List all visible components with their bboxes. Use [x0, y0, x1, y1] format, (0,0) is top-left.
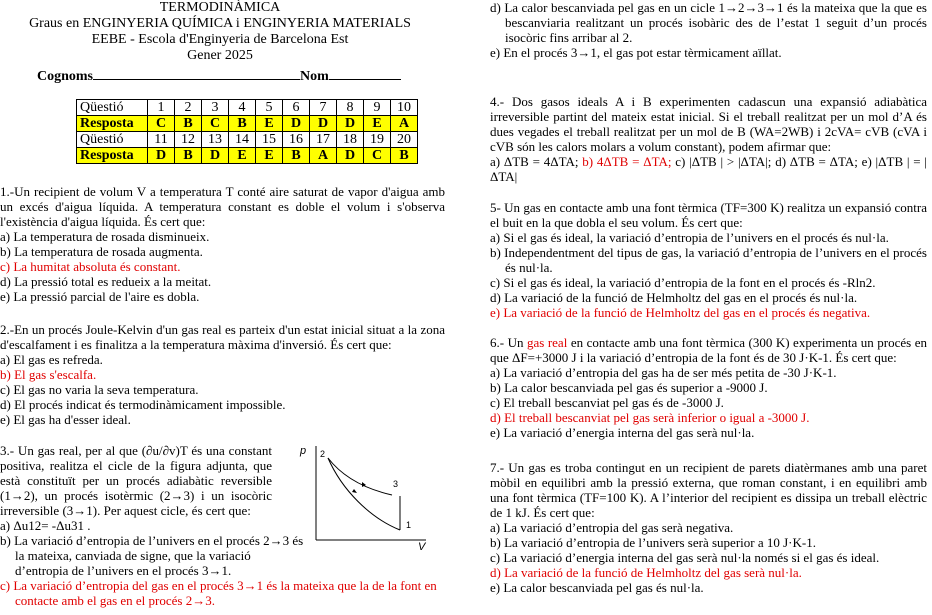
question-7-option-c: c) La variació d’energia interna del gas serà nul·la només si el gas és ideal.	[490, 550, 880, 565]
question-1-option-c: c) La humitat absoluta és constant.	[0, 259, 181, 274]
question-3-option-d: d) La calor bescanviada pel gas en un cicle 1→2→3→1 és la mateixa que la que es bescanviaria realitzant un procés isobàric des de l’estat 1 seguit d’un procés isocòric fins arribar al 2.	[490, 0, 927, 45]
answer-cell: B	[283, 148, 310, 164]
question-number: 18	[337, 132, 364, 148]
answer-row-1	[77, 116, 418, 132]
exam-degree: Graus en ENGINYERIA QUÍMICA i ENGINYERIA MATERIALS	[29, 16, 411, 31]
answer-label: Resposta	[77, 116, 148, 132]
question-number: 5	[256, 100, 283, 116]
exam-date: Gener 2025	[187, 48, 253, 63]
question-5	[490, 200, 927, 320]
pv-cycle-diagram	[290, 440, 440, 555]
question-2-option-a: a) El gas es refreda.	[0, 352, 103, 367]
question-number: 11	[148, 132, 175, 148]
question-6-option-e: e) La variació d’energia interna del gas serà nul·la.	[490, 425, 755, 440]
right-column	[490, 0, 927, 615]
question-7-option-a: a) La variació d’entropia del gas serà negativa.	[490, 520, 734, 535]
question-2-option-d: d) El procés indicat és termodinàmicament impossible.	[0, 397, 286, 412]
surname-label: Cognoms	[37, 69, 94, 84]
question-6-option-b: b) La calor bescanviada pel gas és superior a -9000 J.	[490, 380, 768, 395]
question-2-option-c: c) El gas no varia la seva temperatura.	[0, 382, 199, 397]
answer-cell: B	[175, 116, 202, 132]
question-6-option-c: c) El treball bescanviat pel gas és de -3000 J.	[490, 395, 724, 410]
question-label: Qüestió	[77, 132, 148, 148]
question-number: 7	[310, 100, 337, 116]
question-1-stem: 1.-Un recipient de volum V a temperatura T conté aire saturat de vapor d'aigua amb un excés d'aigua líquida. A temperatura constant es doble el volum i s'observa l'existència d'aigua líquida. És cert que:	[0, 184, 445, 229]
exam-school: EEBE - Escola d'Enginyeria de Barcelona Est	[91, 32, 349, 47]
question-7-stem: 7.- Un gas es troba contingut en un recipient de parets diatèrmanes amb una paret mòbil en equilibri amb la pressió externa, que roman constant, i en equilibri amb una font tèrmica (TF=100 K). A l’interior del recipient es dissipa un treball elèctric de 1 kJ. És cert que:	[490, 460, 927, 520]
question-number: 10	[391, 100, 418, 116]
question-number: 15	[256, 132, 283, 148]
point-1-label: 1	[406, 520, 412, 530]
question-number: 16	[283, 132, 310, 148]
question-6-option-a: a) La variació d’entropia del gas ha de ser més petita de -30 J·K-1.	[490, 365, 837, 380]
name-row	[37, 67, 401, 84]
v-axis-label: V	[418, 541, 426, 553]
question-6-stem-post: en contacte amb una font tèrmica (300 K) experimenta un procés en que ΔF=+3000 J i la variació d’entropia de la font és de 30 J·K-1. És cert que:	[490, 335, 928, 365]
point-3-label: 3	[393, 479, 399, 489]
question-number: 2	[175, 100, 202, 116]
answer-table	[76, 99, 418, 164]
answer-cell: C	[148, 116, 175, 132]
answer-cell: C	[364, 148, 391, 164]
answer-cell: E	[229, 148, 256, 164]
name-label: Nom	[300, 69, 329, 84]
answer-cell: D	[202, 148, 229, 164]
question-number: 12	[175, 132, 202, 148]
question-5-option-e: e) La variació de la funció de Helmholtz del gas en el procés és negativa.	[490, 305, 871, 320]
answer-cell: E	[256, 148, 283, 164]
surname-field[interactable]	[93, 67, 300, 80]
left-column	[0, 0, 445, 615]
question-6-option-d: d) El treball bescanviat pel gas serà inferior o igual a -3000 J.	[490, 410, 810, 425]
question-2-stem: 2.-En un procés Joule-Kelvin d'un gas real es parteix d'un estat inicial situat a la zona d'escalfament i es finalitza a la temperatura màxima d'inversió. És cert que:	[0, 322, 445, 352]
question-3-option-b: b) La variació d’entropia de l’univers en el procés 2→3 és la mateixa, canviada de signe, que la variació d’entropia de l’univers en el procés 3→1.	[0, 533, 304, 578]
answer-cell: E	[364, 116, 391, 132]
answer-row-2	[77, 148, 418, 164]
question-4-option-a: a) ΔTB = 4ΔTA;	[490, 154, 583, 169]
answer-cell: D	[310, 116, 337, 132]
question-number: 4	[229, 100, 256, 116]
question-row-1	[77, 100, 418, 116]
p-axis-label: p	[300, 445, 307, 457]
question-6	[490, 335, 927, 440]
answer-cell: C	[202, 116, 229, 132]
question-4-option-b: b) 4ΔTB = ΔTA;	[582, 154, 676, 169]
question-1	[0, 184, 445, 304]
question-row-2	[77, 132, 418, 148]
answer-cell: D	[283, 116, 310, 132]
question-number: 19	[364, 132, 391, 148]
answer-cell: E	[256, 116, 283, 132]
question-6-stem-highlight: gas real	[526, 335, 568, 350]
question-5-option-a: a) Si el gas és ideal, la variació d’entropia de l’univers en el procés és nul·la.	[490, 230, 889, 245]
question-number: 9	[364, 100, 391, 116]
question-4-options	[490, 154, 927, 184]
question-3-option-e: e) En el procés 3→1, el gas pot estar tèrmicament aïllat.	[490, 45, 782, 60]
answer-cell: B	[175, 148, 202, 164]
answer-cell: A	[391, 116, 418, 132]
question-label: Qüestió	[77, 100, 148, 116]
answer-cell: B	[391, 148, 418, 164]
question-number: 20	[391, 132, 418, 148]
question-4-options-rest: c) |ΔTB | > |ΔTA|; d) ΔTB = ΔTA; e) |ΔTB | = |ΔTA|	[490, 154, 927, 184]
question-5-option-c: c) Si el gas és ideal, la variació d’entropia de la font en el procés és -Rln2.	[490, 275, 876, 290]
exam-title: TERMODINÀMICA	[159, 0, 281, 15]
question-number: 6	[283, 100, 310, 116]
question-2-option-b: b) El gas s'escalfa.	[0, 367, 97, 382]
question-number: 3	[202, 100, 229, 116]
point-2-label: 2	[320, 449, 326, 459]
question-3-continued	[490, 0, 927, 60]
arrow-head	[352, 489, 357, 493]
question-number: 14	[229, 132, 256, 148]
question-4	[490, 94, 927, 184]
question-3-option-c: c) La variació d’entropia del gas en el procés 3→1 és la mateixa que la de la font en contacte amb el gas en el procés 2→3.	[0, 578, 437, 608]
question-1-option-d: d) La pressió total es redueix a la meitat.	[0, 274, 212, 289]
question-number: 8	[337, 100, 364, 116]
answer-label: Resposta	[77, 148, 148, 164]
question-number: 1	[148, 100, 175, 116]
question-4-stem: 4.- Dos gasos ideals A i B experimenten cadascun una expansió adiabàtica irreversible partint del mateix estat inicial. Si el treball realitzat per un mol d’A és dues vegades el treball realitzat per un mol de B (WA=2WB) i 2cVA= cVB (cVA i cVB són les calors molars a volum constant), podem afirmar que:	[490, 94, 927, 154]
question-3-option-a: a) Δu12= -Δu31 .	[0, 518, 91, 533]
name-field[interactable]	[329, 67, 401, 80]
question-number: 17	[310, 132, 337, 148]
question-2-option-e: e) El gas ha d'esser ideal.	[0, 412, 131, 427]
question-7-option-d: d) La variació de la funció de Helmholtz del gas serà nul·la.	[490, 565, 802, 580]
answer-cell: D	[337, 148, 364, 164]
exam-header	[0, 0, 440, 64]
question-5-stem: 5- Un gas en contacte amb una font tèrmica (TF=300 K) realitza un expansió contra el buit en la que dobla el seu volum. És cert que:	[490, 200, 927, 230]
question-7	[490, 460, 927, 595]
question-6-stem	[490, 335, 927, 365]
question-7-option-b: b) La variació d’entropia de l’univers serà superior a 10 J·K-1.	[490, 535, 816, 550]
question-number: 13	[202, 132, 229, 148]
question-5-option-d: d) La variació de la funció de Helmholtz del gas en el procés és nul·la.	[490, 290, 858, 305]
question-3-stem: 3.- Un gas real, per al que (∂u/∂v)T és una constant positiva, realitza el cicle de la figura adjunta, que està constituït per un procés adiabàtic reversible (1→2), un procés isotèrmic (2→3) i un isocòric irreversible (3→1). Per aquest cicle, és cert que:	[0, 443, 272, 518]
question-1-option-e: e) La pressió parcial de l'aire es dobla.	[0, 289, 200, 304]
question-1-option-a: a) La temperatura de rosada disminueix.	[0, 229, 210, 244]
answer-cell: B	[229, 116, 256, 132]
answer-cell: A	[310, 148, 337, 164]
question-5-option-b: b) Independentment del tipus de gas, la variació d’entropia de l’univers en el procés és nul·la.	[490, 245, 927, 275]
question-7-option-e: e) La calor bescanviada pel gas és nul·la.	[490, 580, 704, 595]
question-6-stem-pre: 6.- Un	[490, 335, 527, 350]
question-2	[0, 322, 445, 427]
answer-cell: D	[148, 148, 175, 164]
question-1-option-b: b) La temperatura de rosada augmenta.	[0, 244, 203, 259]
answer-cell: D	[337, 116, 364, 132]
